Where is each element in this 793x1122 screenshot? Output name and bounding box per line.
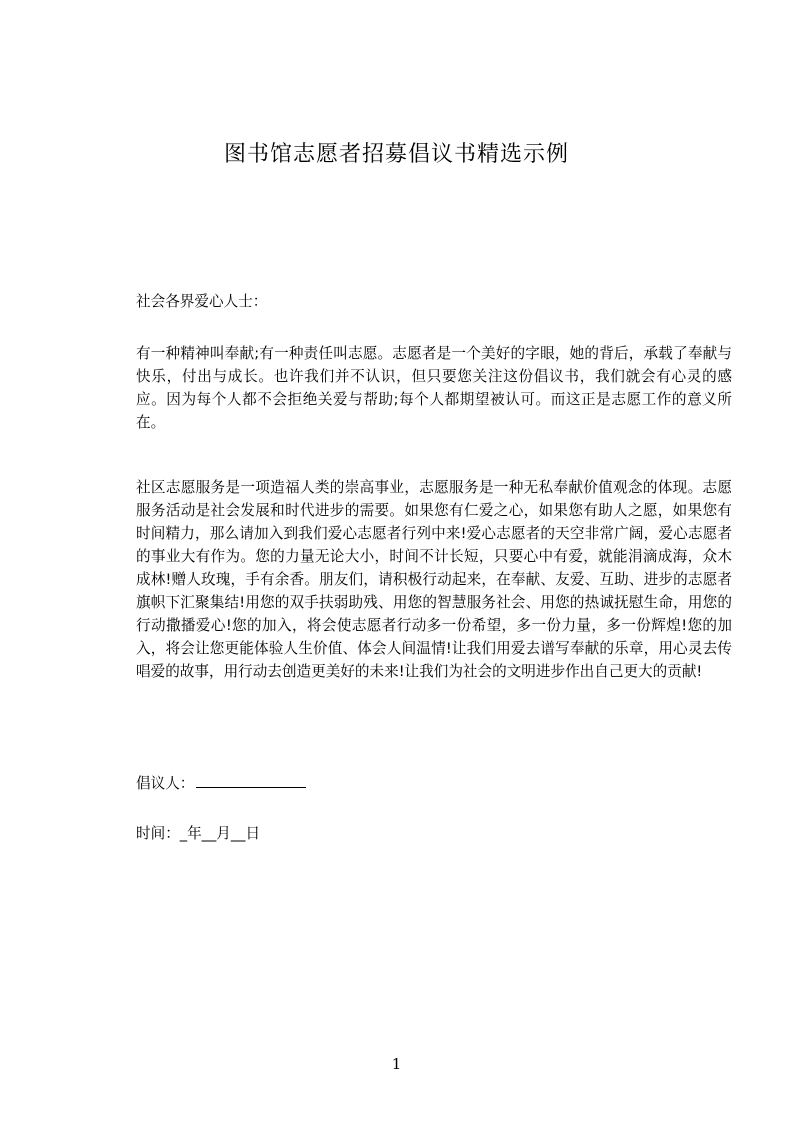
- date-line: 时间：_年__月__日: [136, 825, 261, 842]
- paragraph-2: 社区志愿服务是一项造福人类的崇高事业，志愿服务是一种无私奉献价值观念的体现。志愿服务活动是社会发展和时代进步的需要。如果您有仁爱之心，如果您有助人之愿，如果您有时间精力，那么请加入到我们爱心志愿者行列中来!爱心志愿者的天空非常广阔，爱心志愿者的事业大有作为。您的力量无论大小，时间不计长短，只要心中有爱，就能涓滴成海，众木成林!赠人玫瑰，手有余香。朋友们，请积极行动起来，在奉献、友爱、互助、进步的志愿者旗帜下汇聚集结!用您的双手扶弱助残、用您的智慧服务社会、用您的热诚抚慰生命，用您的行动撒播爱心!您的加入，将会使志愿者行动多一份希望，多一份力量，多一份辉煌!您的加入，将会让您更能体验人生价值、体会人间温情!让我们用爱去谱写奉献的乐章，用心灵去传唱爱的故事，用行动去创造更美好的未来!让我们为社会的文明进步作出自己更大的贡献!: [136, 479, 732, 680]
- paragraph-1: 有一种精神叫奉献;有一种责任叫志愿。志愿者是一个美好的字眼，她的背后，承载了奉献与快乐，付出与成长。也许我们并不认识，但只要您关注这份倡议书，我们就会有心灵的感应。因为每个人都不会拒绝关爱与帮助;每个人都期望被认可。而这正是志愿工作的意义所在。: [136, 345, 732, 431]
- signer-label: 倡议人：: [136, 775, 195, 792]
- signer-line: [104, 772, 732, 795]
- signature-blank: [196, 773, 306, 788]
- document-title: 图书馆志愿者招募倡议书精选示例: [223, 142, 569, 167]
- page-number: 1: [391, 1055, 402, 1073]
- salutation: 社会各界爱心人士：: [136, 293, 268, 310]
